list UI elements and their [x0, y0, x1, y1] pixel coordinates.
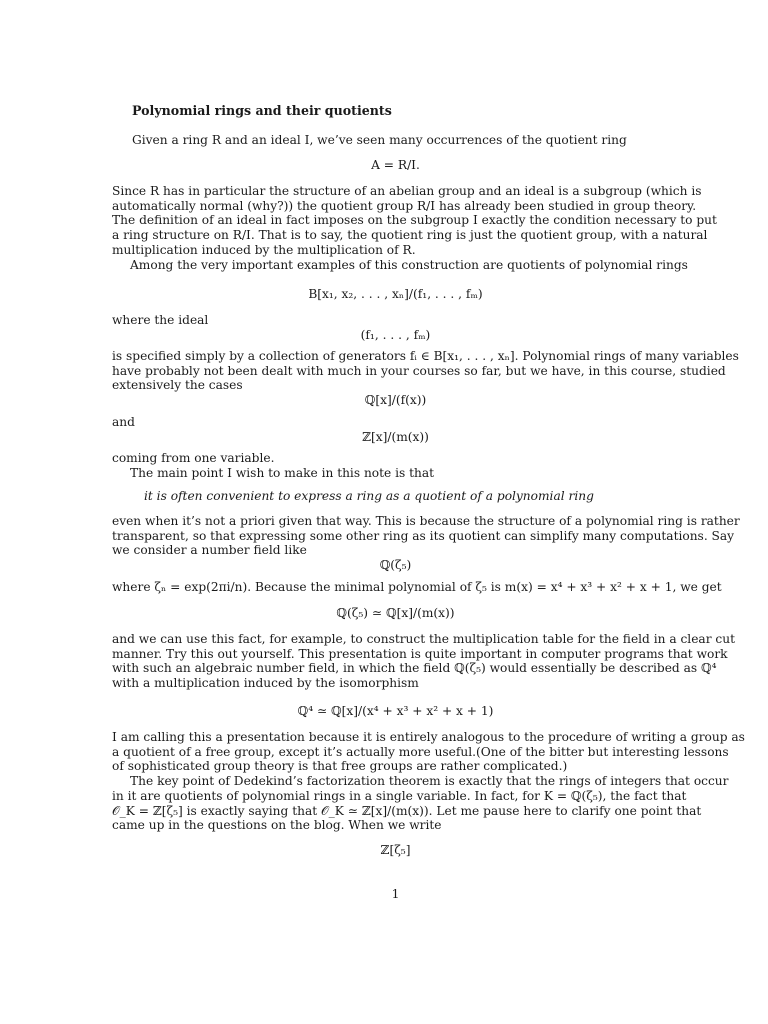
- text-line: transparent, so that expressing some other ring as its quotient can simplify many computations. Say: [112, 528, 735, 543]
- text-line: is specified simply by a collection of generators fᵢ ∈ B[x₁, . . . , xₙ]. Polynomial rings of many variables: [112, 349, 739, 363]
- equation-isomorphism-1: ℚ(ζ₅) ≃ ℚ[x]/(m(x)): [336, 606, 455, 620]
- text-line: with a multiplication induced by the isomorphism: [112, 676, 419, 691]
- text-line: 𝒪_K = ℤ[ζ₅] is exactly saying that 𝒪_K ≃ ℤ[x]/(m(x)). Let me pause here to clarify one point that: [112, 803, 702, 818]
- text-line: The key point of Dedekind’s factorization theorem is exactly that the rings of integers that occur: [130, 774, 729, 789]
- text-line: we consider a number field like: [112, 543, 307, 558]
- text-line: with such an algebraic number field, in which the field ℚ(ζ₅) would essentially be described as ℚ⁴: [112, 661, 717, 676]
- paragraph-2: [112, 349, 739, 393]
- where-zeta-text: where ζₙ = exp(2πi/n). Because the minimal polynomial of ζ₅ is m(x) = x⁴ + x³ + x² + x + 1, we get: [112, 580, 722, 594]
- equation-Zx: ℤ[x]/(m(x)): [362, 430, 429, 444]
- text-line: even when it’s not a priori given that way. This is because the structure of a polynomial ring is rather: [112, 514, 740, 528]
- text-line: manner. Try this out yourself. This presentation is quite important in computer programs that work: [112, 646, 728, 661]
- text-line: The definition of an ideal in fact imposes on the subgroup I exactly the condition necessary to put: [112, 213, 717, 228]
- text-line: came up in the questions on the blog. When we write: [112, 818, 442, 833]
- page-number: 1: [391, 887, 400, 901]
- text-line: extensively the cases: [112, 378, 243, 393]
- equation-Qx: ℚ[x]/(f(x)): [364, 393, 427, 407]
- paragraph-3: [112, 451, 679, 480]
- text-line: a quotient of a free group, except it’s actually more useful.(One of the bitter but interesting lessons: [112, 744, 729, 759]
- text-line: in it are quotients of polynomial rings in a single variable. In fact, for K = ℚ(ζ₅), the fact that: [112, 788, 687, 803]
- text-line: The main point I wish to make in this note is that: [130, 465, 435, 480]
- equation-ideal: (f₁, . . . , fₘ): [360, 328, 431, 342]
- intro-line: Given a ring R and an ideal I, we’ve seen many occurrences of the quotient ring: [132, 133, 627, 147]
- paragraph-5: [112, 632, 735, 691]
- text-line: coming from one variable.: [112, 451, 275, 465]
- equation-polynomial-quotient: B[x₁, x₂, . . . , xₙ]/(f₁, . . . , fₘ): [308, 287, 483, 301]
- section-title: Polynomial rings and their quotients: [132, 103, 392, 118]
- paragraph-4: [112, 514, 740, 558]
- text-line: automatically normal (why?)) the quotient group R/I has already been studied in group theory.: [112, 198, 697, 213]
- text-line: I am calling this a presentation because it is entirely analogous to the procedure of writing a group as: [112, 730, 745, 744]
- where-ideal-text: where the ideal: [112, 313, 209, 327]
- and-text: and: [112, 415, 135, 429]
- equation-Z-zeta5: ℤ[ζ₅]: [380, 843, 411, 857]
- equation-quotient: A = R/I.: [371, 158, 420, 172]
- equation-Q-zeta5: ℚ(ζ₅): [379, 558, 412, 572]
- equation-isomorphism-2: ℚ⁴ ≃ ℚ[x]/(x⁴ + x³ + x² + x + 1): [297, 704, 494, 718]
- text-line: have probably not been dealt with much in your courses so far, but we have, in this course, studied: [112, 363, 726, 378]
- text-line: of sophisticated group theory is that free groups are rather complicated.): [112, 759, 568, 774]
- text-line: multiplication induced by the multiplication of R.: [112, 242, 416, 257]
- paragraph-1: [112, 184, 717, 272]
- emphasized-statement: it is often convenient to express a ring as a quotient of a polynomial ring: [144, 489, 594, 503]
- text-line: Since R has in particular the structure of an abelian group and an ideal is a subgroup (which is: [112, 184, 702, 198]
- text-line: a ring structure on R/I. That is to say, the quotient ring is just the quotient group, with a natural: [112, 228, 708, 243]
- text-line: and we can use this fact, for example, to construct the multiplication table for the field in a clear cut: [112, 632, 735, 646]
- paragraph-6: [112, 730, 745, 833]
- text-line: Among the very important examples of this construction are quotients of polynomial rings: [130, 257, 688, 272]
